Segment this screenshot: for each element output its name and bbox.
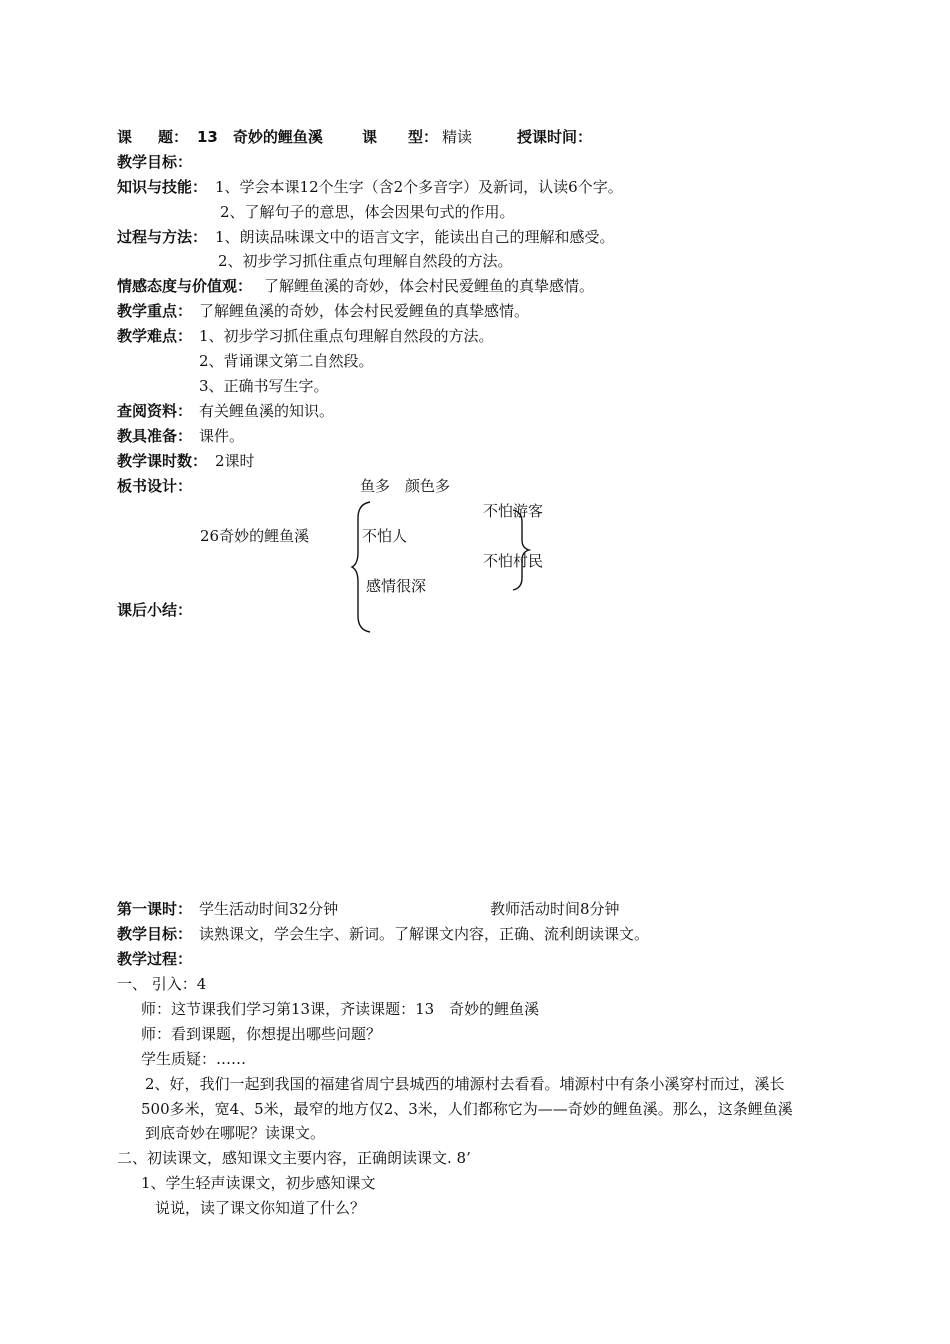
board-left-brace	[350, 500, 374, 634]
header-ke2: 课	[362, 128, 378, 146]
difficulty-item: 3、正确书写生字。	[199, 377, 329, 395]
process-line: 师：看到课题，你想提出哪些问题？	[141, 1025, 382, 1043]
board-label: 板书设计：	[117, 477, 193, 495]
tools-label: 教具准备：	[117, 427, 193, 445]
header-xing: 型：	[408, 128, 439, 146]
goals-label: 教学目标：	[117, 153, 193, 171]
lesson-time-label: 授课时间：	[517, 128, 593, 146]
board-bottom-line: 感情很深	[366, 577, 427, 595]
lesson1-goal: 读熟课文，学会生字、新词。了解课文内容，正确、流利朗读课文。	[199, 925, 650, 943]
process-item-1: 1、朗读品味课文中的语言文字，能读出自己的理解和感受。	[215, 228, 615, 246]
materials-text: 有关鲤鱼溪的知识。	[199, 402, 335, 420]
process-item-2: 2、初步学习抓住重点句理解自然段的方法。	[218, 252, 513, 270]
process-line: 学生质疑：……	[141, 1050, 247, 1068]
key-point-text: 了解鲤鱼溪的奇妙，体会村民爱鲤鱼的真挚感情。	[199, 302, 530, 320]
header-ti: 题：	[158, 128, 189, 146]
student-time: 学生活动时间32分钟	[199, 900, 339, 918]
board-top-line: 鱼多 颜色多	[360, 477, 451, 495]
lesson-type: 精读	[442, 128, 473, 146]
board-title: 26奇妙的鲤鱼溪	[200, 527, 310, 545]
key-point-label: 教学重点：	[117, 302, 193, 320]
difficulty-label: 教学难点：	[117, 327, 193, 345]
board-right-brace	[510, 508, 532, 592]
hours-text: 2课时	[215, 452, 255, 470]
lesson1-label: 第一课时：	[117, 900, 193, 918]
process-line: 1、学生轻声读课文，初步感知课文	[141, 1174, 376, 1192]
process-line: 500多米，宽4、5米，最窄的地方仅2、3米，人们都称它为——奇妙的鲤鱼溪。那么，这条鲤鱼溪	[141, 1100, 793, 1118]
knowledge-item-1: 1、学会本课12个生字（含2个多音字）及新词，认读6个字。	[215, 178, 623, 196]
lesson-topic: 13 奇妙的鲤鱼溪	[197, 128, 323, 146]
materials-label: 查阅资料：	[117, 402, 193, 420]
process-line: 说说，读了课文你知道了什么？	[155, 1199, 366, 1217]
knowledge-item-2: 2、了解句子的意思，体会因果句式的作用。	[220, 203, 515, 221]
process-line: 二、初读课文，感知课文主要内容，正确朗读课文. 8’	[117, 1149, 471, 1167]
emotion-label: 情感态度与价值观：	[117, 277, 253, 295]
process-line: 一、 引入：4	[117, 975, 207, 993]
knowledge-label: 知识与技能：	[117, 178, 208, 196]
teacher-time: 教师活动时间8分钟	[490, 900, 620, 918]
process-line: 2、好，我们一起到我国的福建省周宁县城西的埔源村去看看。埔源村中有条小溪穿村而过，溪长	[145, 1075, 785, 1093]
hours-label: 教学课时数：	[117, 452, 208, 470]
difficulty-item: 1、初步学习抓住重点句理解自然段的方法。	[199, 327, 494, 345]
lesson1-process-label: 教学过程：	[117, 950, 193, 968]
tools-text: 课件。	[199, 427, 245, 445]
summary-label: 课后小结：	[117, 601, 193, 619]
emotion-text: 了解鲤鱼溪的奇妙，体会村民爱鲤鱼的真挚感情。	[264, 277, 595, 295]
difficulty-item: 2、背诵课文第二自然段。	[199, 352, 374, 370]
process-line: 到底奇妙在哪呢？读课文。	[145, 1124, 326, 1142]
board-middle-line: 不怕人	[362, 527, 408, 545]
process-label: 过程与方法：	[117, 228, 208, 246]
header-ke: 课	[117, 128, 133, 146]
board-sub-1: 不怕游客	[483, 502, 544, 520]
lesson1-goal-label: 教学目标：	[117, 925, 193, 943]
board-sub-2: 不怕村民	[483, 552, 544, 570]
process-line: 师：这节课我们学习第13课，齐读课题：13 奇妙的鲤鱼溪	[141, 1000, 540, 1018]
